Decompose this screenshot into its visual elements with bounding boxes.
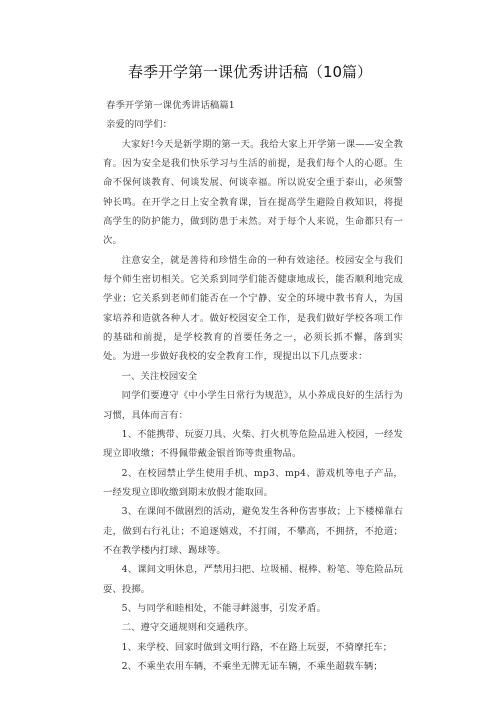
subheading: 一、关注校园安全: [121, 370, 198, 382]
document-title: 春季开学第一课优秀讲话稿（10篇）: [127, 63, 373, 81]
paragraph: 注意安全，就是善待和珍惜生命的一种有效途径。校园安全与我们每个师生密切相关。它关系到同学们能否健康地成长，能否顺利地完成学业；它关系到老师们能否在一个宁静、安全的环境中教书育人，为国家培养和造就各种人才。做好校园安全工作，是我们做好学校各项工作的基础和前提，是学校教育的首要任务之一，必须长抓不懈，落到实处。为进一步做好我校的安全教育工作，现提出以下几点要求：: [103, 254, 403, 363]
paragraph: 同学们要遵守《中小学生日常行为规范》，从小养成良好的生活行为习惯，具体而言有：: [103, 390, 403, 421]
document-body: [103, 96, 403, 676]
list-item: 1、来学校、回家时做到文明行路，不在路上玩耍，不骑摩托车；: [121, 641, 393, 653]
list-item: 2、在校园禁止学生使用手机、mp3、mp4、游戏机等电子产品，一经发现立即收缴到期末放假才能取回。: [103, 467, 403, 498]
section-heading: 春季开学第一课优秀讲话稿篇1: [106, 100, 235, 111]
subheading: 二、遵守交通规则和交通秩序。: [121, 622, 254, 634]
list-item: 3、在课间不做剧烈的活动，避免发生各种伤害事故；上下楼梯靠右走，做到右行礼让；不追逐嬉戏，不打闹，不攀高，不拥挤，不抢道；不在教学楼内打球、踢球等。: [103, 506, 403, 556]
paragraph: 大家好!今天是新学期的第一天。我给大家上开学第一课——安全教育。因为安全是我们快乐学习与生活的前提，是我们每个人的心愿。生命不保何谈教育、何谈发展、何谈幸福。所以说安全重于泰山，必须警钟长鸣。在开学之日上安全教育课，旨在提高学生避险自救知识，将提高学生的防护能力，做到防患于未然。对于每个人来说，生命都只有一次。: [103, 138, 403, 247]
list-item: 2、不乘坐农用车辆，不乘坐无牌无证车辆，不乘坐超载车辆；: [121, 660, 383, 672]
list-item: 1、不能携带、玩耍刀具、火柴、打火机等危险品进入校园，一经发现立即收缴；不得佩带戴金银首饰等贵重物品。: [103, 428, 403, 460]
salutation: 亲爱的同学们：: [106, 119, 173, 131]
list-item: 4、课间文明休息，严禁用扫把、垃圾桶、棍棒、粉笔、等危险品玩耍、投掷。: [103, 564, 403, 595]
list-item: 5、与同学和睦相处，不能寻衅滋事，引发矛盾。: [121, 602, 327, 614]
